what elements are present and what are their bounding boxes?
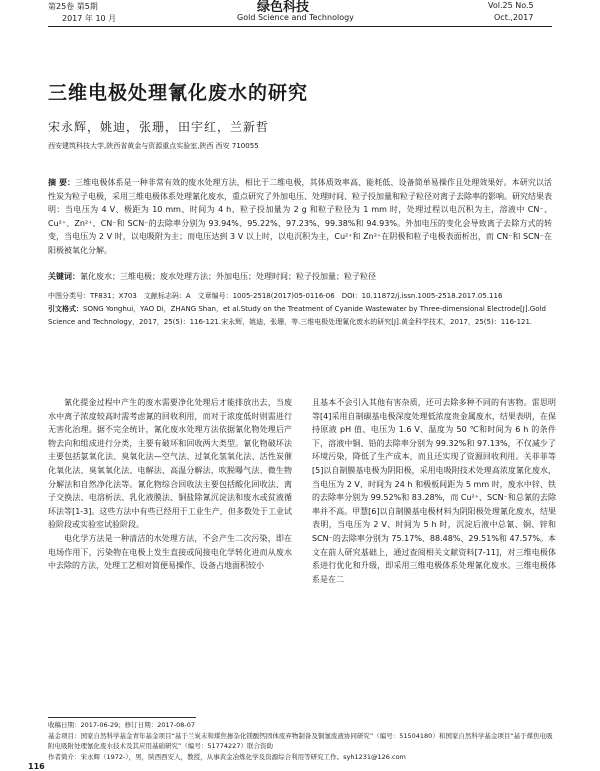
header-journal-name: 绿色科技 — [257, 0, 310, 15]
abstract-text: 三维电极体系是一种非常有效的废水处理方法，相比于二维电极，其体质效率高、能耗低、设备简单易操作且处理效果好。本研究以活性炭为粒子电极，采用三维电极体系处理氰化废水，重点研究了外加电压、处理时间、粒子投加量和粒子粒径对离子去除率的影响。研究结果表明：当电压为 4 V、极距为 10 mm、时间为 4 h、粒子投加量为 2 g 和粒子粒径为 1 mm 时，处理过程以电沉积为主，溶液中 CN⁻、Cu²⁺、Zn²⁺、CN⁻和 SCN⁻的去除率分别为 93.94%、95.22%、97.23%、99.38%和 94.93%。外加电压的变化会导致离子去除方式的转变，当电压为 2 V 时，以电吸附为主；而电压达到 3 V 以上时，以电沉积为主，Cu²⁺和 Zn²⁺在阴极和粒子电极表面析出，而 CN⁻和 SCN⁻在阳极被氧化分解。 — [48, 178, 552, 255]
citation-format — [48, 303, 552, 329]
page-number: 116 — [28, 762, 45, 771]
footnote-author: 作者简介：宋永辉（1972-），男，陕西西安人，教授，从事黄金冶炼化学及资源综合利用等研究工作。syh1231@126.com — [48, 752, 406, 761]
header-journal-subtitle: Gold Science and Technology — [237, 13, 354, 22]
article-metadata — [48, 290, 552, 329]
header-volume: 第25卷 第5期 — [48, 2, 98, 11]
citation-text: SONG Yonghui，YAO Di，ZHANG Shan，et al.Study on the Treatment of Cyanide Wastewater by Three-dimensional Electrode[J].Gold Science and Technology，2017，25(5)：116-121.宋永辉，姚迪，张珊，等.三维电极处理氰化废水的研究[J].黄金科学技术，2017，25(5)：116-121. — [48, 305, 546, 326]
keywords-label: 关键词： — [48, 272, 80, 281]
running-header — [0, 0, 600, 27]
body-paragraph: 电化学方法是一种清洁的水处理方法，不会产生二次污染，即在电场作用下，污染物在电极上发生直接或间接电化学转化进而从废水中去除的方法，处理工艺相对简便易操作、设备占地面积较小 — [48, 533, 292, 571]
article-authors: 宋永辉，姚迪，张珊，田宇红，兰新哲 — [48, 120, 270, 134]
body-paragraph: 氰化提金过程中产生的废水需要净化处理后才能排放出去，当废水中离子浓度较高时需考虑氰的回收利用，而对于浓度低时则需进行无害化治理。据不完全统计，氰化废水处理方法依据氰化物处理后产物去向和组成进行分类，主要有破坏和回收两大类型。氰化物破坏法主要包括氯氧化法、臭氧化法—空气法、过氧化氢氧化法、活性炭催化氧化法、臭氧氧化法、电解法、高温分解法、吹脱曝气法、微生物分解法和自然净化法等。氰化物综合回收法主要包括酸化回收法、离子交换法、电溶析法、乳化液膜法、铜盐除氰沉淀法和废水或贫液循环法等[1-3]。这些方法中有些已经用于工业生产，但多数处于工业试验阶段或实验室试验阶段。 — [48, 398, 292, 530]
article-affiliation: 西安建筑科技大学,陕西省黄金与资源重点实验室,陕西 西安 710055 — [48, 142, 259, 150]
abstract-label: 摘 要： — [48, 178, 76, 187]
abstract — [48, 176, 552, 257]
header-date-en: Oct.,2017 — [494, 13, 534, 22]
body-column-right — [312, 396, 556, 586]
header-divider — [48, 26, 552, 27]
article-title: 三维电极处理氰化废水的研究 — [48, 82, 309, 104]
footnote-fund: 基金项目：国家自然科学基金青年基金项目“基于兰炭末和煤焦掺杂化镁酸钙固体废弃物制备及铜氰废液协同研究”（编号：51504180）和国家自然科学基金项目“基于煤焦电吸附电吸附处理氰化废水技术及其应用基础研究”（编号：51774227）联合资助 — [48, 731, 553, 750]
keywords — [48, 271, 552, 282]
header-volume-en: Vol.25 No.5 — [488, 1, 534, 10]
keywords-text: 氰化废水；三维电极；废水处理方法；外加电压；处理时间；粒子投加量；粒子粒径 — [80, 272, 376, 281]
header-date: 2017 年 10 月 — [62, 14, 117, 23]
body-paragraph: 且基本不会引入其他有害杂质，还可去除多种不同的有害物。雷思明等[4]采用自制碳基电极深度处理低浓度贵金属废水，结果表明，在保持原液 pH 值、电压为 1.6 V、温度为 50 ℃和时间为 6 h 的条件下，溶液中铜、铅的去除率分别为 99.32%和 97.13%，不仅减少了环境污染，降低了生产成本，而且还实现了资源回收利用。关菲菲等[5]以自制膜基电极为阴阳极，采用电吸附技术处理高浓度氰化废水，当电压为 2 V、时间为 24 h 和极板间距为 5 mm 时，废水中锌、铁的去除率分别为 99.52%和 83.28%，而 Cu²⁺、SCN⁻和总氰的去除率并不高。甲慧[6]以自制膜基电极材料为阴阳极处理氰化废水，结果表明，当电压为 2 V、时间为 5 h 时，沉淀后液中总氰、铜、锌和 SCN⁻的去除率分别为 75.17%、88.48%、29.51%和 47.57%。本文在前人研究基础上，通过查阅相关文献资料[7-11]，对三维电极体系进行优化和升级，即采用三维电极体系处理氰化废水。三维电极体系是在二 — [312, 398, 556, 584]
citation-label: 引文格式： — [48, 305, 83, 313]
footnote-received: 收稿日期：2017-06-29；修订日期：2017-08-07 — [48, 721, 196, 729]
classification-line: 中图分类号：TF831；X703 文献标志码：A 文章编号：1005-2518(2017)05-0116-06 DOI：10.11872/j.issn.1005-2518.2017.05.116 — [48, 292, 503, 300]
footnotes — [48, 720, 558, 762]
footnote-divider — [48, 717, 196, 718]
body-column-left — [48, 396, 292, 573]
